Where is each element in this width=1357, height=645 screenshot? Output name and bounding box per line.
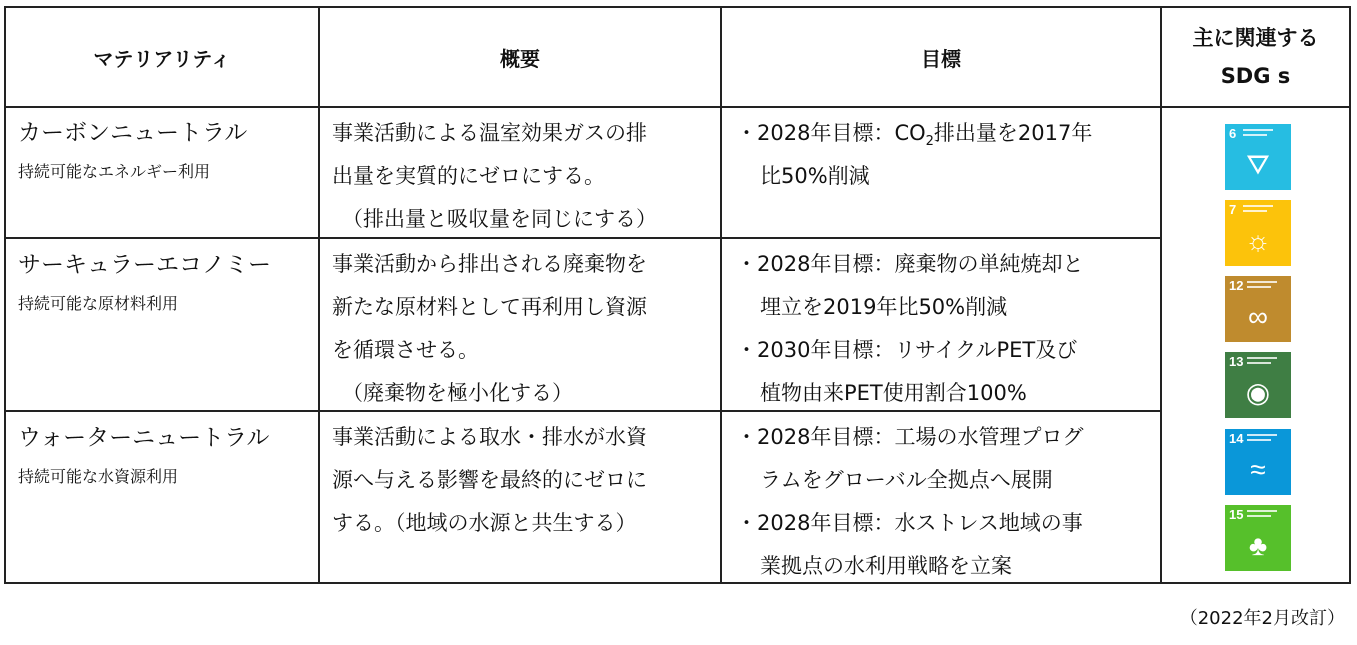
header-target (722, 8, 1160, 106)
sdg-caption-mark (1243, 210, 1267, 212)
sdg-caption-mark (1247, 515, 1271, 517)
sdg-caption-mark (1243, 205, 1273, 207)
sdg-caption-mark (1247, 439, 1271, 441)
sdg-number: 14 (1229, 431, 1244, 446)
header-sdgs-line1: 主に関連する (1192, 26, 1319, 50)
overview-line: （廃棄物を極小化する） (342, 381, 573, 405)
overview-line: 新たな原材料として再利用し資源 (332, 295, 647, 319)
header-overview (320, 8, 720, 106)
materiality-title: ウォーターニュートラル (18, 425, 270, 451)
goal-line: 比50%削減 (760, 164, 870, 188)
goal-line: ラムをグローバル全拠点へ展開 (760, 468, 1053, 492)
sdg-number: 12 (1229, 278, 1244, 293)
infinity-icon: ∞ (1248, 301, 1268, 332)
overview-line: 源へ与える影響を最終的にゼロに (332, 468, 647, 492)
goal-line: 業拠点の水利用戦略を立案 (760, 554, 1012, 578)
row-water-neutral-overview (332, 416, 647, 545)
goal-text: 排出量を2017年 (933, 121, 1093, 145)
sdg-caption-mark (1247, 510, 1277, 512)
sdg-number: 6 (1229, 126, 1237, 141)
overview-line: を循環させる。 (332, 338, 479, 362)
sdg-caption-mark (1243, 134, 1267, 136)
overview-line: する。（地域の水源と共生する） (332, 511, 637, 535)
materiality-title: サーキュラーエコノミー (18, 252, 271, 278)
materiality-subtitle: 持続可能なエネルギー利用 (18, 162, 211, 181)
goal-text: ・2028年目標：CO (736, 121, 926, 145)
fish-waves-icon: ≈ (1250, 454, 1266, 485)
header-materiality (6, 8, 318, 106)
goal-line: 埋立を2019年比50%削減 (760, 295, 1008, 319)
header-divider (4, 106, 1351, 108)
sdg-14-icon (1225, 429, 1291, 495)
row-circular-economy-overview (332, 243, 647, 415)
goal-line: ・2028年目標：工場の水管理プログ (736, 425, 1084, 449)
eye-globe-icon: ◉ (1245, 377, 1271, 408)
overview-line: 出量を実質的にゼロにする。 (332, 164, 605, 188)
header-sdgs-line2: SDG s (1220, 64, 1291, 88)
materiality-subtitle: 持続可能な水資源利用 (18, 467, 179, 486)
revision-note: （2022年2月改訂） (1179, 608, 1345, 629)
goal-line: ・2028年目標：廃棄物の単純焼却と (736, 252, 1084, 276)
sdg-number: 15 (1229, 507, 1244, 522)
row-carbon-neutral-materiality (18, 118, 247, 184)
goal-line: ・2030年目標：リサイクルPET及び (736, 338, 1078, 362)
sdg-number: 13 (1229, 354, 1244, 369)
sdg-7-icon (1225, 200, 1291, 266)
sdg-12-icon (1225, 276, 1291, 342)
sdg-caption-mark (1243, 129, 1273, 131)
row-carbon-neutral-goal (736, 112, 1092, 198)
sdg-13-icon (1225, 352, 1291, 418)
faucet-icon: ⛛ (1246, 149, 1270, 180)
goal-line (736, 112, 1092, 155)
header-materiality-label: マテリアリティ (93, 46, 231, 71)
header-sdgs (1162, 8, 1349, 106)
overview-line: 事業活動から排出される廃棄物を (332, 252, 647, 276)
goal-line: ・2028年目標：水ストレス地域の事 (736, 511, 1083, 535)
sdg-number: 7 (1229, 202, 1237, 217)
header-overview-label: 概要 (500, 46, 540, 71)
row-circular-economy-goal (736, 243, 1083, 415)
goal-subscript: 2 (925, 134, 934, 150)
overview-line: （排出量と吸収量を同じにする） (342, 207, 657, 231)
row-circular-economy-materiality (18, 250, 271, 316)
sdg-caption-mark (1247, 286, 1271, 288)
header-target-label: 目標 (921, 46, 961, 71)
tree-land-icon: ♣ (1248, 530, 1268, 561)
row-carbon-neutral-overview (332, 112, 657, 241)
materiality-title: カーボンニュートラル (18, 120, 248, 146)
sdg-caption-mark (1247, 434, 1277, 436)
overview-line: 事業活動による取水・排水が水資 (332, 425, 647, 449)
sdg-caption-mark (1247, 357, 1277, 359)
sdg-6-icon (1225, 124, 1291, 190)
sdg-caption-mark (1247, 362, 1271, 364)
overview-line: 事業活動による温室効果ガスの排 (332, 121, 647, 145)
materiality-subtitle: 持続可能な原材料利用 (18, 294, 179, 313)
row-water-neutral-goal (736, 416, 1083, 588)
goal-line: 植物由来PET使用割合100% (760, 381, 1027, 405)
row-water-neutral-materiality (18, 423, 269, 489)
sdg-15-icon (1225, 505, 1291, 571)
sdg-caption-mark (1247, 281, 1277, 283)
sun-power-icon: ☼ (1245, 225, 1271, 256)
